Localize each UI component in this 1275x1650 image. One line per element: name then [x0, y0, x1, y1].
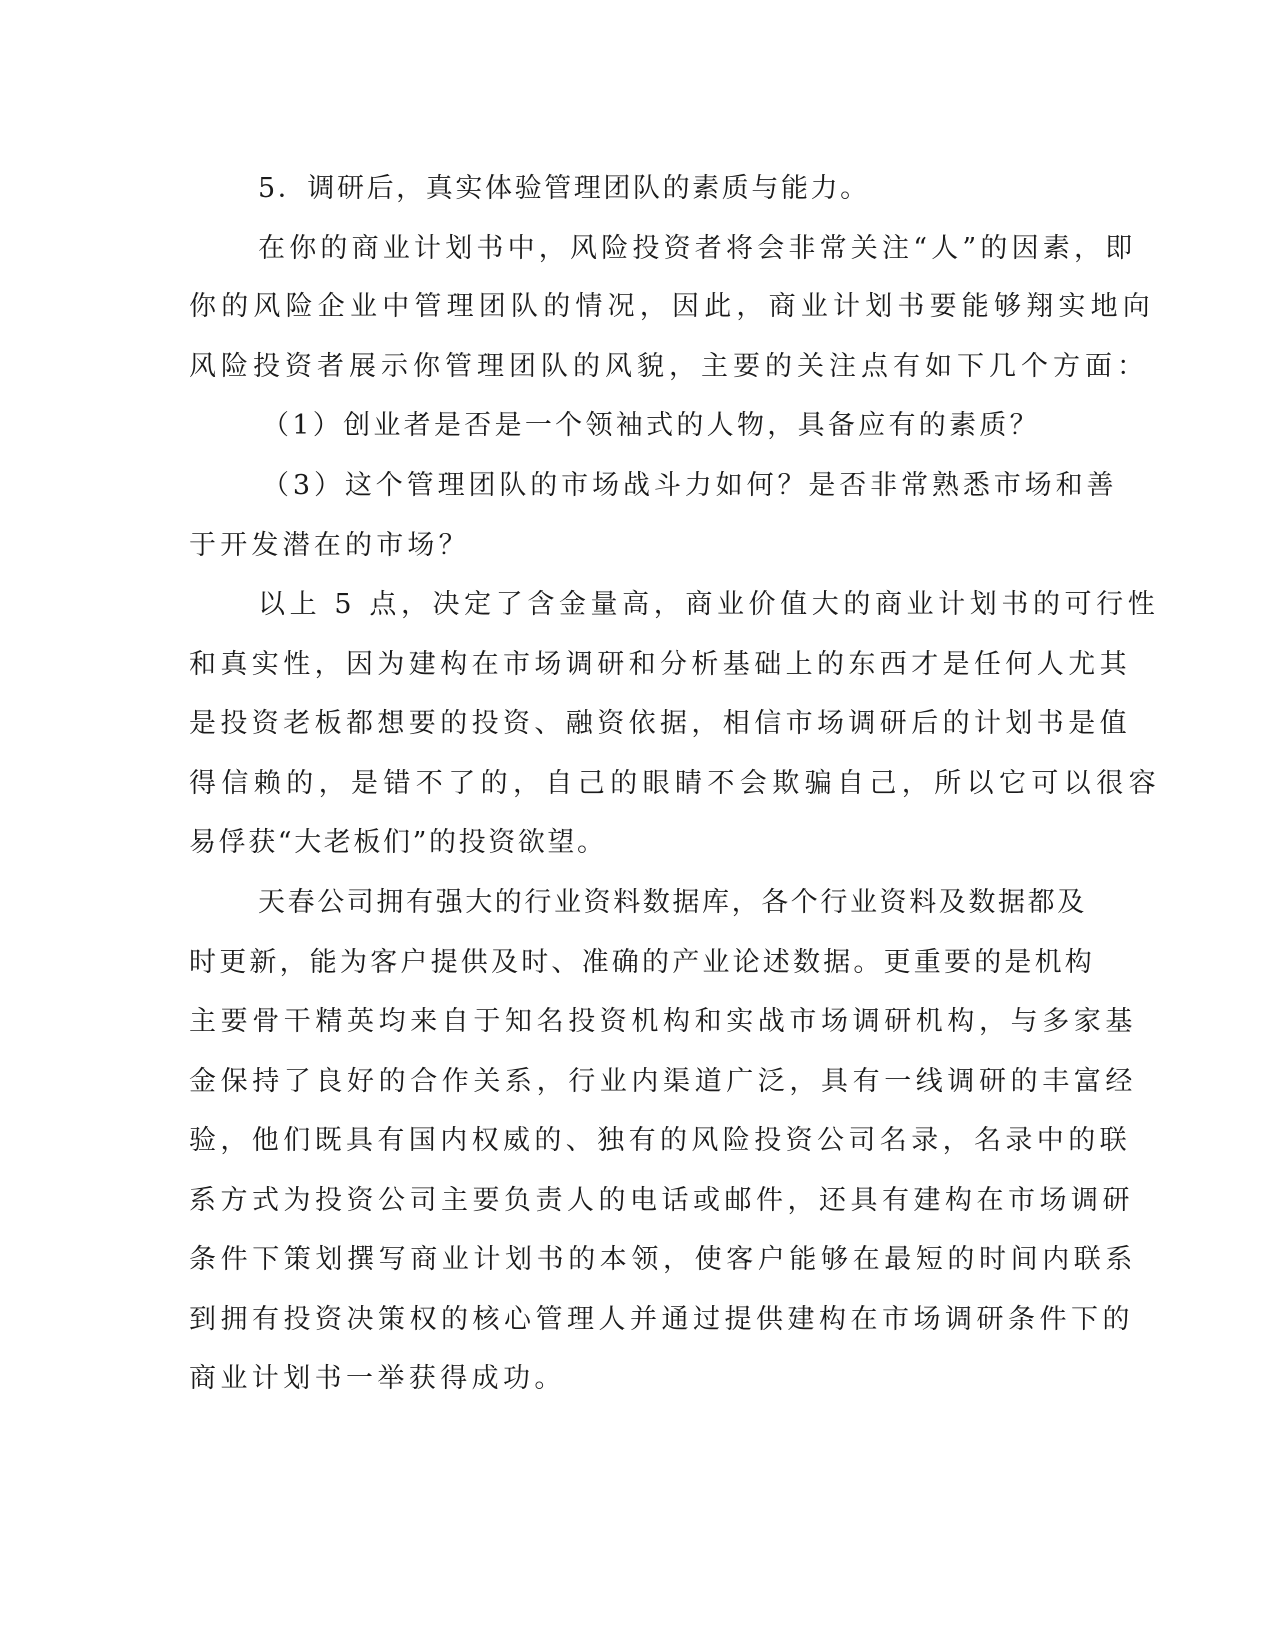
paragraph-3-line-1: 天春公司拥有强大的行业资料数据库，各个行业资料及数据都及: [258, 887, 1087, 918]
paragraph-1-line-2: 你的风险企业中管理团队的情况，因此，商业计划书要能够翔实地向: [189, 291, 1155, 322]
paragraph-3-line-4: 金保持了良好的合作关系，行业内渠道广泛，具有一线调研的丰富经: [189, 1066, 1137, 1097]
paragraph-2-line-3: 是投资老板都想要的投资、融资依据，相信市场调研后的计划书是值: [189, 708, 1131, 739]
list-item-3-line-2: 于开发潜在的市场？: [189, 530, 470, 561]
paragraph-3-line-9: 商业计划书一举获得成功。: [189, 1363, 566, 1394]
list-item-3-line-1: （3）这个管理团队的市场战斗力如何？是否非常熟悉市场和善: [262, 470, 1118, 501]
paragraph-3-line-8: 到拥有投资决策权的核心管理人并通过提供建构在市场调研条件下的: [189, 1304, 1134, 1335]
paragraph-2-line-5: 易俘获“大老板们”的投资欲望。: [189, 827, 607, 858]
paragraph-1-line-1: 在你的商业计划书中，风险投资者将会非常关注“人”的因素，即: [258, 233, 1137, 264]
paragraph-3-line-7: 条件下策划撰写商业计划书的本领，使客户能够在最短的时间内联系: [189, 1244, 1137, 1275]
heading-point-5: 5．调研后，真实体验管理团队的素质与能力。: [258, 173, 870, 204]
paragraph-1-line-3: 风险投资者展示你管理团队的风貌，主要的关注点有如下几个方面：: [189, 351, 1149, 382]
paragraph-3-line-6: 系方式为投资公司主要负责人的电话或邮件，还具有建构在市场调研: [189, 1185, 1134, 1216]
list-item-1: （1）创业者是否是一个领袖式的人物，具备应有的素质？: [262, 410, 1040, 441]
paragraph-2-line-4: 得信赖的，是错不了的，自己的眼睛不会欺骗自己，所以它可以很容: [189, 768, 1161, 799]
paragraph-3-line-5: 验，他们既具有国内权威的、独有的风险投资公司名录，名录中的联: [189, 1125, 1131, 1156]
paragraph-3-line-2: 时更新，能为客户提供及时、准确的产业论述数据。更重要的是机构: [189, 947, 1095, 978]
paragraph-2-line-2: 和真实性，因为建构在市场调研和分析基础上的东西才是任何人尤其: [189, 649, 1131, 680]
paragraph-3-line-3: 主要骨干精英均来自于知名投资机构和实战市场调研机构，与多家基: [189, 1006, 1137, 1037]
paragraph-2-line-1: 以上 5 点，决定了含金量高，商业价值大的商业计划书的可行性: [258, 589, 1160, 620]
